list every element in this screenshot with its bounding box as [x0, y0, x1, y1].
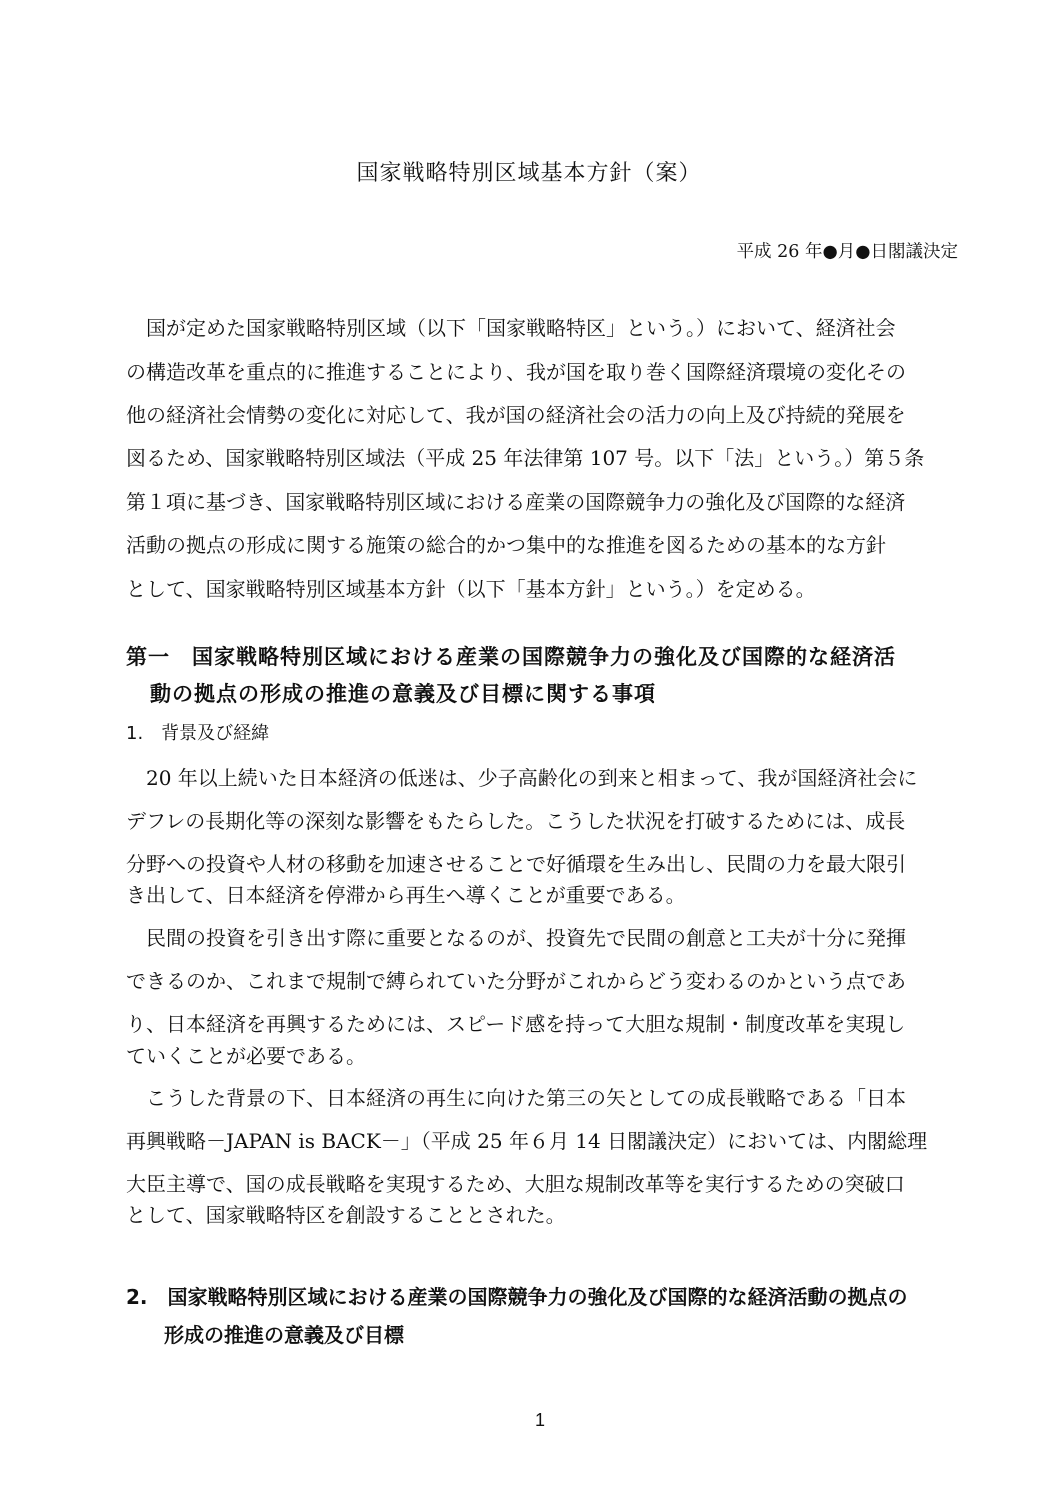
intro-line: の構造改革を重点的に推進することにより、我が国を取り巻く国際経済環境の変化その	[126, 360, 906, 384]
body-line: 大臣主導で、国の成長戦略を実現するため、大胆な規制改革等を実行するための突破口	[126, 1172, 905, 1196]
body-line: ていくことが必要である。	[126, 1044, 366, 1068]
body-line: こうした背景の下、日本経済の再生に向けた第三の矢としての成長戦略である「日本	[146, 1086, 906, 1110]
body-line: 分野への投資や人材の移動を加速させることで好循環を生み出し、民間の力を最大限引	[126, 852, 906, 876]
intro-line	[126, 316, 962, 340]
body-line: デフレの長期化等の深刻な影響をもたらした。こうした状況を打破するためには、成長	[126, 809, 906, 833]
body-line: として、国家戦略特区を創設することとされた。	[126, 1203, 566, 1227]
subsection-title: 1. 背景及び経緯	[126, 723, 270, 744]
intro-line: 他の経済社会情勢の変化に対応して、我が国の経済社会の活力の向上及び持続的発展を	[126, 403, 906, 427]
body-line: 民間の投資を引き出す際に重要となるのが、投資先で民間の創意と工夫が十分に発揮	[146, 926, 906, 950]
intro-line: 活動の拠点の形成に関する施策の総合的かつ集中的な推進を図るための基本的な方針	[126, 533, 886, 557]
intro-line: 図るため、国家戦略特別区域法（平成 25 年法律第 107 号。以下「法」という。）第５条	[126, 446, 925, 470]
section-heading: 第一 国家戦略特別区域における産業の国際競争力の強化及び国際的な経済活	[126, 645, 896, 669]
subsection-title: 2. 国家戦略特別区域における産業の国際競争力の強化及び国際的な経済活動の拠点の	[126, 1285, 908, 1309]
page-number: 1	[534, 1410, 545, 1430]
body-line: き出して、日本経済を停滞から再生へ導くことが重要である。	[126, 883, 686, 907]
body-line: り、日本経済を再興するためには、スピード感を持って大胆な規制・制度改革を実現し	[126, 1012, 906, 1036]
section-heading: 動の拠点の形成の推進の意義及び目標に関する事項	[150, 682, 656, 706]
intro-line: として、国家戦略特別区域基本方針（以下「基本方針」という。）を定める。	[126, 577, 816, 601]
subsection-title: 形成の推進の意義及び目標	[164, 1323, 404, 1347]
body-line: 20 年以上続いた日本経済の低迷は、少子高齢化の到来と相まって、我が国経済社会に	[146, 766, 918, 790]
body-line: できるのか、これまで規制で縛られていた分野がこれからどう変わるのかという点であ	[126, 969, 906, 993]
intro-line-text: 国が定めた国家戦略特別区域（以下「国家戦略特区」という。）において、経済社会	[146, 316, 896, 340]
body-line: 再興戦略－JAPAN is BACK－」（平成 25 年６月 14 日閣議決定）においては、内閣総理	[126, 1129, 928, 1153]
decision-date: 平成 26 年●月●日閣議決定	[736, 242, 958, 262]
document-title: 国家戦略特別区域基本方針（案）	[356, 161, 702, 186]
intro-line: 第１項に基づき、国家戦略特別区域における産業の国際競争力の強化及び国際的な経済	[126, 490, 906, 514]
